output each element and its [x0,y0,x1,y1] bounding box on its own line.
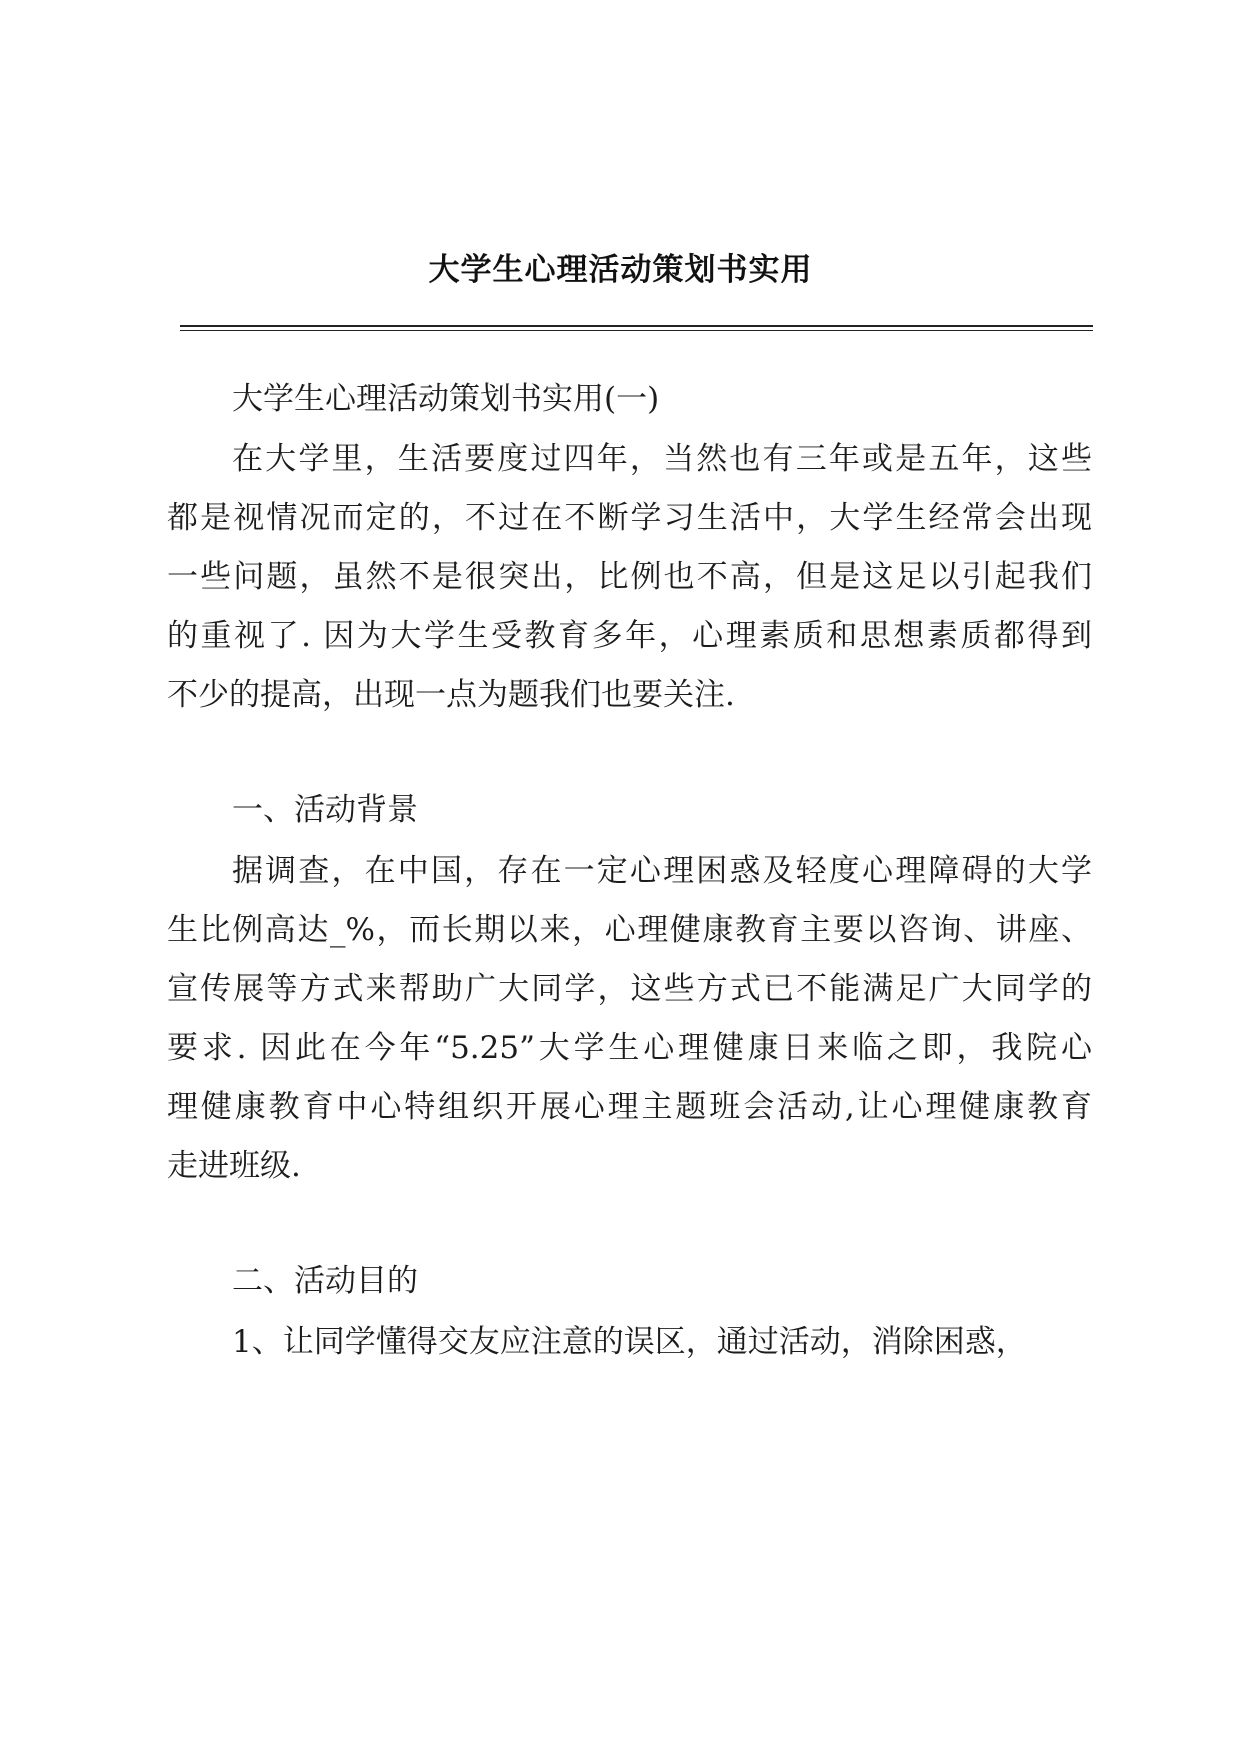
paragraph-line: 宣传展等方式来帮助广大同学，这些方式已不能满足广大同学的 [167,971,1092,1007]
paragraph-line: 生比例高达_%，而长期以来，心理健康教育主要以咨询、讲座、 [167,912,1092,948]
paragraph-line: 理健康教育中心特组织开展心理主题班会活动,让心理健康教育 [167,1089,1092,1125]
paragraph-line: 据调查，在中国，存在一定心理困惑及轻度心理障碍的大学 [232,853,1092,889]
document-title: 大学生心理活动策划书实用 [428,252,813,288]
section-heading-background: 一、活动背景 [232,792,418,828]
paragraph-line: 1、让同学懂得交友应注意的误区，通过活动，消除困惑， [232,1324,1027,1360]
paragraph-line: 要求. 因此在今年“5.25”大学生心理健康日来临之即，我院心 [167,1030,1092,1066]
paragraph-line: 在大学里，生活要度过四年，当然也有三年或是五年，这些 [232,441,1092,477]
paragraph-line: 的重视了. 因为大学生受教育多年，心理素质和思想素质都得到 [167,618,1092,654]
title-double-rule [180,325,1093,331]
paragraph-line: 都是视情况而定的，不过在不断学习生活中，大学生经常会出现 [167,500,1092,536]
section-heading-purpose: 二、活动目的 [232,1263,418,1299]
paragraph-line: 走进班级. [167,1148,301,1184]
paragraph-line: 一些问题，虽然不是很突出，比例也不高，但是这足以引起我们 [167,559,1092,595]
subtitle: 大学生心理活动策划书实用(一) [232,381,660,417]
paragraph-line: 不少的提高，出现一点为题我们也要关注. [167,677,735,713]
